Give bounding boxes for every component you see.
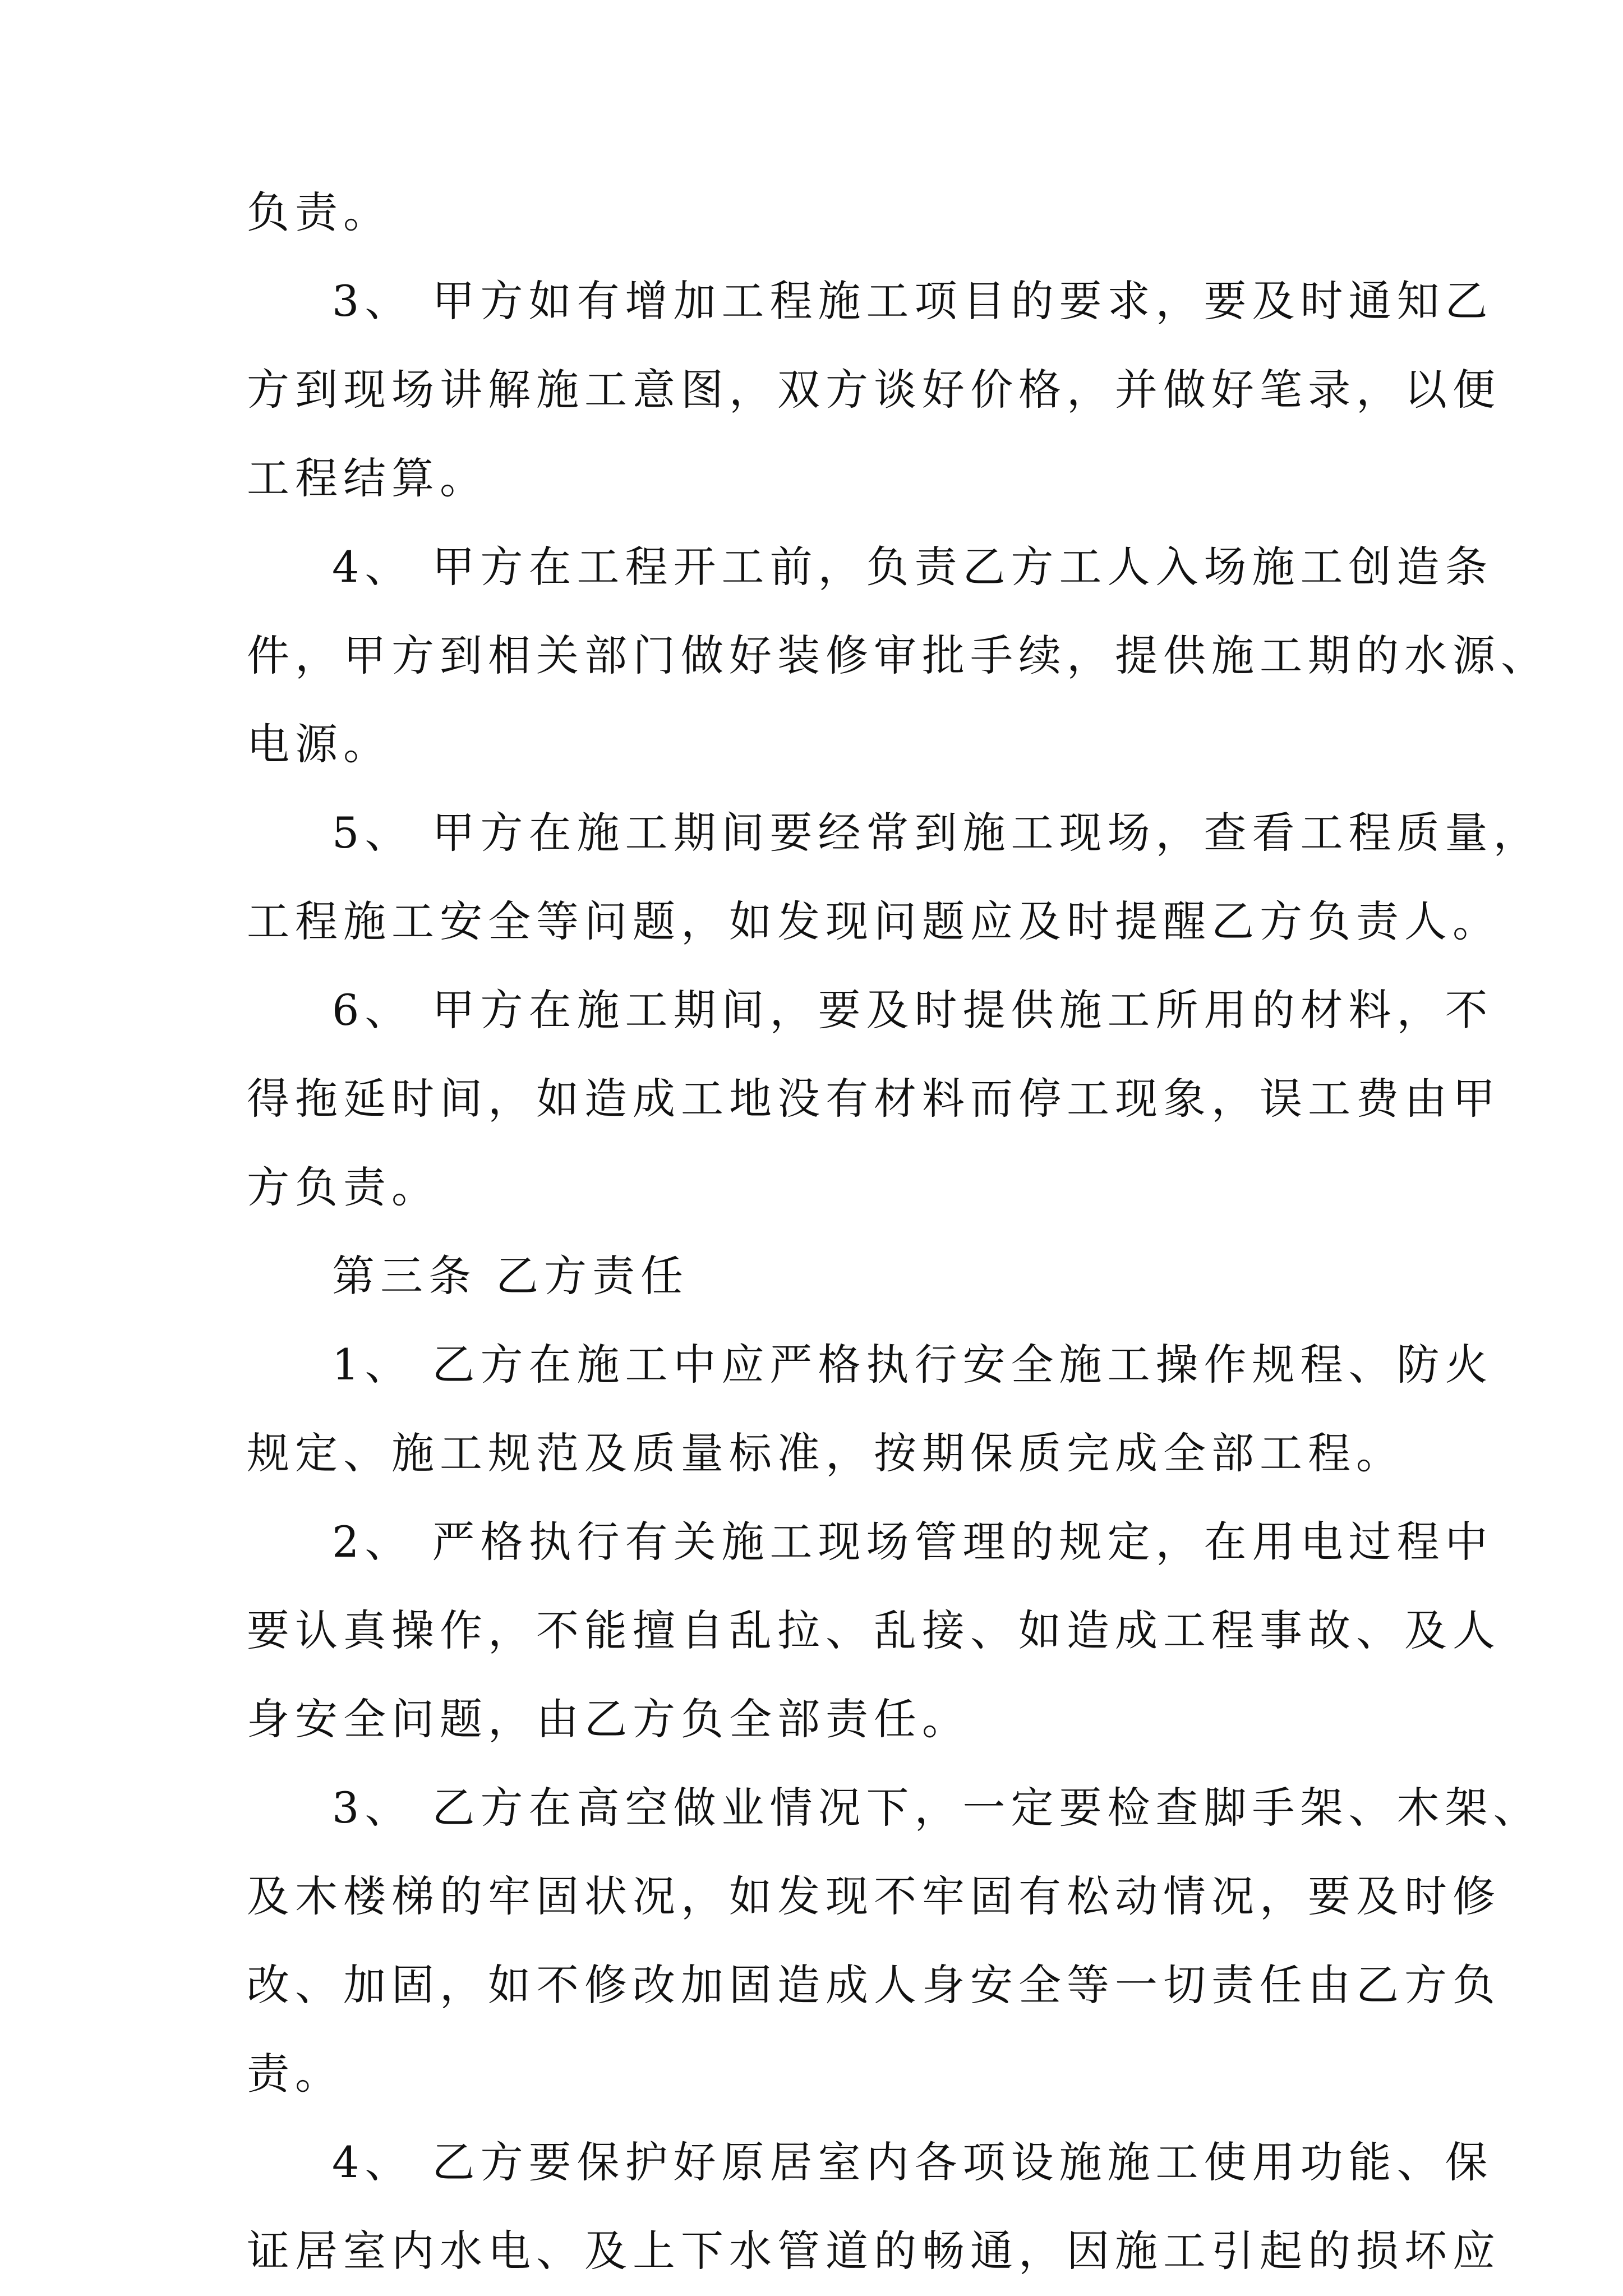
text-line: 负责。 [247,187,391,237]
clause-line: 3、 乙方在高空做业情况下，一定要检查脚手架、木架、 [332,1783,1542,1833]
text-line: 身安全问题，由乙方负全部责任。 [247,1694,970,1744]
text-line: 电源。 [247,719,391,769]
text-line: 方负责。 [247,1162,440,1212]
text-line: 改、加固，如不修改加固造成人身安全等一切责任由乙方负 [247,1960,1501,2010]
clause-line: 5、 甲方在施工期间要经常到施工现场，查看工程质量， [332,808,1542,858]
section-heading: 第三条 乙方责任 [332,1251,689,1301]
clause-line: 2、 严格执行有关施工现场管理的规定，在用电过程中 [332,1517,1493,1567]
clause-line: 3、 甲方如有增加工程施工项目的要求，要及时通知乙 [332,276,1493,326]
text-line: 要认真操作，不能擅自乱拉、乱接、如造成工程事故、及人 [247,1605,1501,1655]
clause-line: 1、 乙方在施工中应严格执行安全施工操作规程、防火 [332,1340,1493,1389]
clause-line: 4、 甲方在工程开工前，负责乙方工人入场施工创造条 [332,542,1493,592]
text-line: 得拖延时间，如造成工地没有材料而停工现象，误工费由甲 [247,1074,1501,1124]
text-line: 规定、施工规范及质量标准，按期保质完成全部工程。 [247,1428,1404,1478]
document-body [247,168,1549,2295]
clause-line: 4、 乙方要保护好原居室内各项设施施工使用功能、保 [332,2137,1493,2187]
text-line: 证居室内水电、及上下水管道的畅通，因施工引起的损坏应 [247,2226,1501,2276]
text-line: 工程结算。 [247,453,488,503]
text-line: 工程施工安全等问题，如发现问题应及时提醒乙方负责人。 [247,896,1501,946]
text-line: 责。 [247,2049,343,2099]
text-line: 件，甲方到相关部门做好装修审批手续，提供施工期的水源、 [247,631,1549,680]
text-line: 及木楼梯的牢固状况，如发现不牢固有松动情况，要及时修 [247,1871,1501,1921]
clause-line: 6、 甲方在施工期间，要及时提供施工所用的材料，不 [332,985,1493,1035]
text-line: 方到现场讲解施工意图，双方谈好价格，并做好笔录，以便 [247,365,1501,415]
